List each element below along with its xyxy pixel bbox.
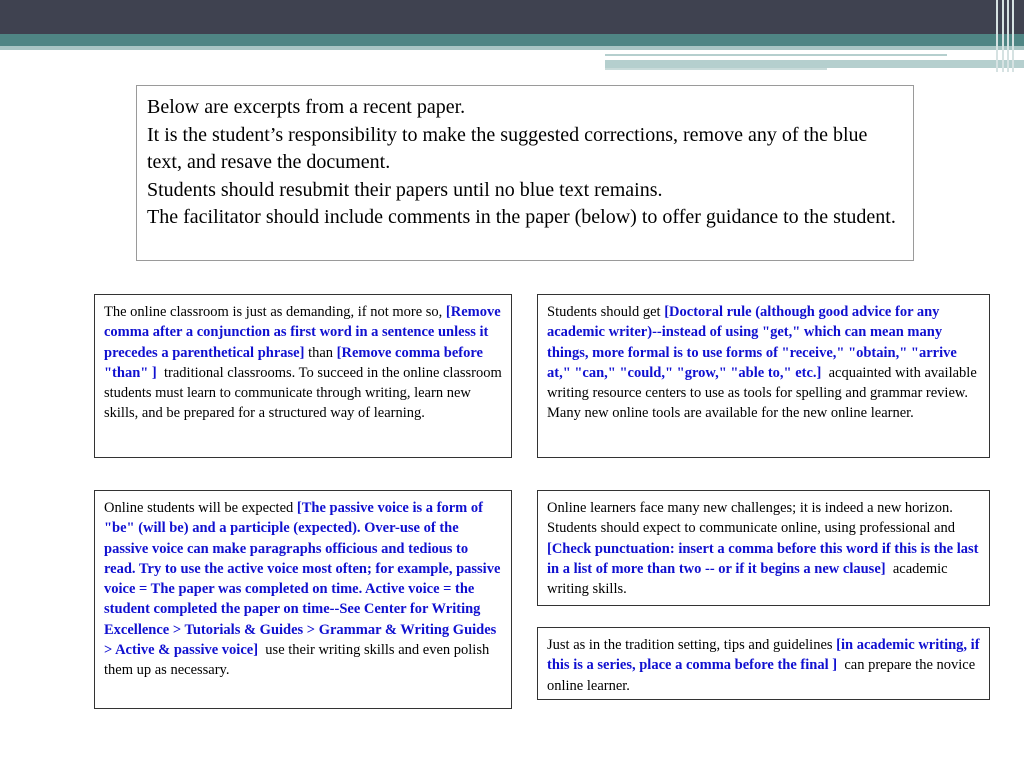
excerpt-text: Just as in the tradition setting, tips and guidelines [547,637,833,653]
excerpt-box-comma-conjunction [94,294,512,458]
instruction-line: Students should resubmit their papers until no blue text remains. [147,178,663,201]
instruction-line: The facilitator should include comments in the paper (below) to offer guidance to the student. [147,206,896,228]
excerpt-text: than [308,344,334,361]
excerpt-text: academic writing skills. [547,560,948,598]
decorative-vertical-line [1007,0,1009,72]
correction-comment: [Remove comma before "than" ] [104,344,483,381]
excerpt-text: Online students will be expected [104,500,294,516]
excerpt-text: traditional classrooms. To succeed in the online classroom students must learn to communicate through writing, learn new skills, and be prepared for a structured way of learning. [104,364,502,422]
correction-comment: [Remove comma after a conjunction as first word in a sentence unless it precedes a parenthetical phrase] [104,304,501,361]
header-bar [0,0,1024,34]
decorative-stripe [605,54,947,56]
decorative-vertical-line [1012,0,1014,72]
correction-comment: [Doctoral rule (although good advice for any academic writer)--instead of using "get," which can mean many things, more formal is to use forms of "receive," "obtain," "arrive at," "can," "could," "grow," "able to," etc.] [547,304,957,381]
excerpt-text: Online learners face many new challenges; it is indeed a new horizon. Students should expect to communicate online, using professional and [547,500,955,537]
correction-comment: [in academic writing, if this is a series, place a comma before the final ] [547,637,980,674]
excerpt-paragraph [104,302,502,424]
decorative-vertical-line [996,0,998,72]
excerpt-paragraph [547,635,980,696]
excerpt-text: acquainted with available writing resource centers to use as tools for spelling and grammar review. Many new online tools are available for the new online learner. [547,364,977,422]
header-pale-band [0,46,1024,50]
instruction-line: Below are excerpts from a recent paper. [147,96,466,118]
excerpt-paragraph [547,302,980,424]
excerpt-box-passive-voice [94,490,512,709]
excerpt-text: The online classroom is just as demanding, if not more so, [104,304,443,320]
instructions-box [136,85,914,261]
excerpt-text: Students should get [547,304,661,320]
excerpt-box-doctoral-rule [537,294,990,458]
excerpt-paragraph [104,498,502,681]
instruction-line: It is the student’s responsibility to make the suggested corrections, remove any of the blue text, and resave the document. [147,123,868,173]
excerpt-box-punctuation [537,490,990,606]
excerpt-box-series-comma [537,627,990,700]
decorative-stripe [605,60,1024,68]
header-teal-band [0,34,1024,46]
excerpt-text: can prepare the novice online learner. [547,657,976,694]
decorative-vertical-lines [993,0,1024,72]
excerpt-text: use their writing skills and even polish them up as necessary. [104,642,490,679]
correction-comment: [The passive voice is a form of "be" (will be) and a participle (expected). Over-use of the passive voice can make paragraphs officious and tedious to read. Try to use the active voice most often; for example, passive voice = The paper was completed on time. Active voice = the student completed the paper on time--See Center for Writing Excellence > Tutorials & Guides > Grammar & Writing Guides > Active & passive voice] [104,500,501,659]
decorative-vertical-line [1002,0,1004,72]
decorative-stripe [605,68,827,70]
correction-comment: [Check punctuation: insert a comma before this word if this is the last in a list of more than two -- or if it begins a new clause] [547,540,979,577]
excerpt-paragraph [547,498,980,599]
